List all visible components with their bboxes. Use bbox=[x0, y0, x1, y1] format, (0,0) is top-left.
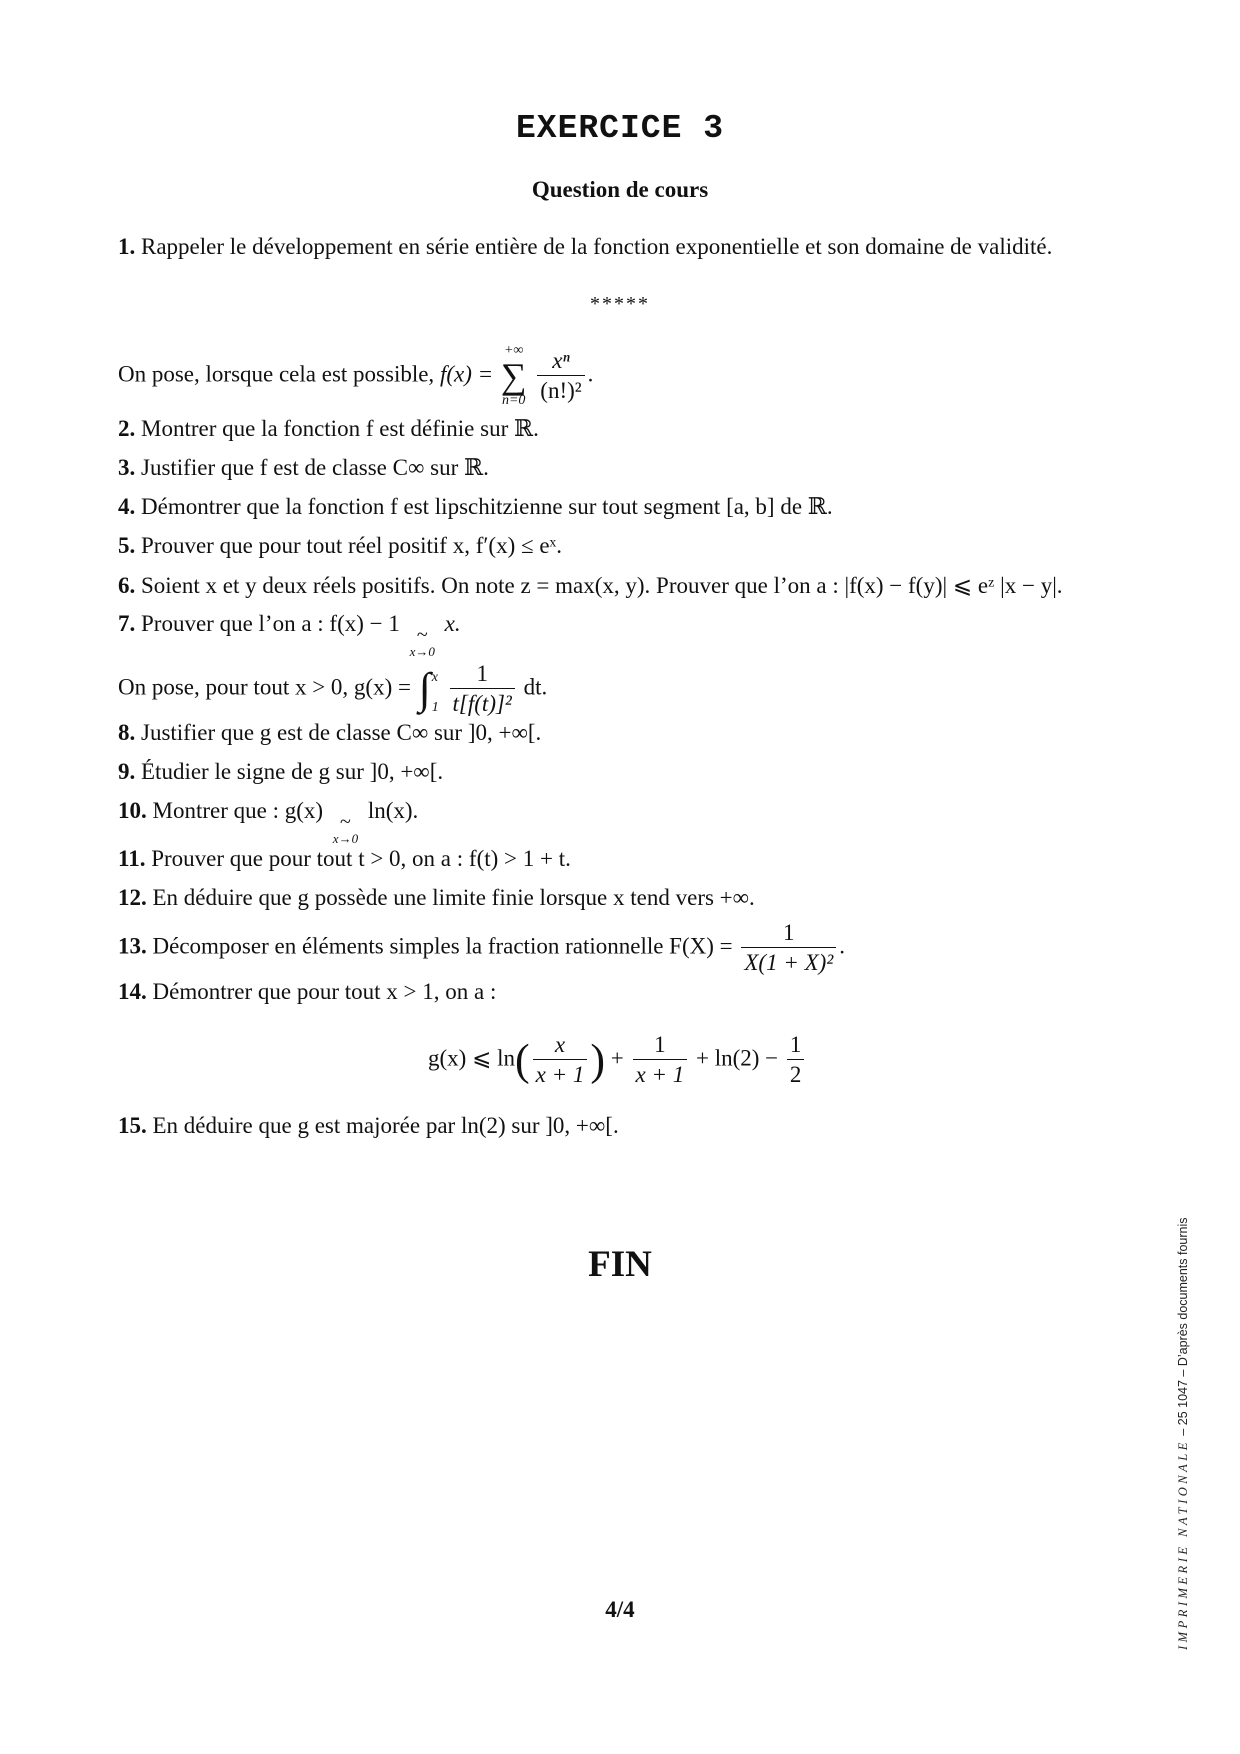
section-subtitle: Question de cours bbox=[531, 177, 709, 202]
question-number: 1. bbox=[118, 234, 136, 259]
question-8 bbox=[118, 718, 541, 748]
definition-text: On pose, pour tout x > 0, g(x) = bbox=[118, 674, 411, 700]
question-number: 7. bbox=[118, 611, 136, 636]
question-text: Justifier que f est de classe C∞ sur ℝ. bbox=[141, 455, 489, 480]
right-paren: ) bbox=[590, 1035, 606, 1085]
series-term-fraction bbox=[537, 348, 584, 405]
fraction-1-over-x-plus-1 bbox=[633, 1032, 688, 1089]
plus-sign: + bbox=[610, 1045, 624, 1071]
question-number: 13. bbox=[118, 933, 147, 959]
fraction-denominator: (n!)² bbox=[537, 375, 584, 404]
integrand-fraction bbox=[450, 661, 515, 718]
question-text: Démontrer que la fonction f est lipschitzienne sur tout segment [a, b] de ℝ. bbox=[141, 494, 833, 519]
question-text: Rappeler le développement en série entière de la fonction exponentielle et son domaine de validité. bbox=[141, 234, 1053, 259]
fraction-numerator: 1 bbox=[783, 920, 795, 945]
question-text: Prouver que pour tout réel positif x, f′(x) ≤ eˣ. bbox=[141, 533, 562, 558]
question-13 bbox=[118, 920, 845, 977]
printer-name: IMPRIMERIE NATIONALE bbox=[1176, 1439, 1190, 1650]
integral-symbol: ∫ bbox=[418, 664, 431, 714]
left-paren: ( bbox=[514, 1035, 530, 1085]
question-number: 10. bbox=[118, 798, 147, 823]
fraction-numerator: x bbox=[554, 1032, 566, 1057]
question-text: Prouver que pour tout t > 0, on a : f(t) > 1 + t. bbox=[151, 846, 571, 871]
fraction-numerator: 1 bbox=[654, 1032, 666, 1057]
exercise-title: EXERCICE 3 bbox=[515, 110, 725, 147]
page-number: 4/4 bbox=[605, 1597, 635, 1622]
sum-upper-bound: +∞ bbox=[503, 343, 524, 358]
fraction-denominator: x + 1 bbox=[533, 1059, 588, 1088]
limit-subscript: x→0 bbox=[332, 831, 359, 846]
definition-text: On pose, lorsque cela est possible, bbox=[118, 361, 435, 387]
question-12 bbox=[118, 883, 755, 913]
question-1 bbox=[118, 232, 1052, 262]
question-9 bbox=[118, 757, 443, 787]
question-number: 15. bbox=[118, 1113, 147, 1138]
question-number: 3. bbox=[118, 455, 136, 480]
printer-imprint bbox=[1176, 1160, 1196, 1650]
equivalence-operator bbox=[410, 625, 435, 658]
question-text: En déduire que g est majorée par ln(2) sur ]0, +∞[. bbox=[152, 1113, 619, 1138]
f-lhs: f(x) = bbox=[439, 361, 494, 387]
question-number: 11. bbox=[118, 846, 146, 871]
question-6 bbox=[118, 571, 1063, 601]
question-text: Prouver que l’on a : f(x) − 1 bbox=[141, 611, 400, 636]
inequality-display bbox=[428, 1032, 807, 1089]
question-2 bbox=[118, 414, 539, 444]
question-11 bbox=[118, 844, 571, 874]
rational-fraction bbox=[741, 920, 836, 977]
fraction-one-half bbox=[787, 1032, 805, 1089]
fraction-denominator: 2 bbox=[787, 1059, 805, 1088]
fraction-numerator: 1 bbox=[476, 661, 488, 686]
fraction-denominator: t[f(t)]² bbox=[450, 688, 515, 717]
question-text: En déduire que g possède une limite finie lorsque x tend vers +∞. bbox=[152, 885, 755, 910]
sum-operator bbox=[501, 344, 527, 408]
question-number: 12. bbox=[118, 885, 147, 910]
separator-stars: ***** bbox=[590, 293, 650, 315]
question-5 bbox=[118, 531, 562, 561]
question-7 bbox=[118, 609, 461, 658]
definition-f bbox=[118, 344, 593, 408]
end-marker: FIN bbox=[588, 1244, 652, 1285]
sum-lower-bound: n=0 bbox=[501, 393, 526, 408]
question-number: 6. bbox=[118, 573, 136, 598]
tilde-symbol: ~ bbox=[340, 811, 351, 833]
question-15 bbox=[118, 1111, 619, 1141]
question-text: Soient x et y deux réels positifs. On note z = max(x, y). Prouver que l’on a : |f(x) − f(y)| ⩽ eᶻ |x − y|. bbox=[141, 573, 1063, 598]
question-number: 9. bbox=[118, 759, 136, 784]
differential: dt. bbox=[523, 674, 548, 700]
question-4 bbox=[118, 492, 833, 522]
inequality-lhs: g(x) ⩽ ln bbox=[428, 1045, 515, 1071]
question-10 bbox=[118, 796, 418, 845]
question-text: Décomposer en éléments simples la fraction rationnelle F(X) = bbox=[152, 933, 733, 959]
question-text: Montrer que : g(x) bbox=[152, 798, 324, 823]
question-number: 2. bbox=[118, 416, 136, 441]
tilde-symbol: ~ bbox=[416, 624, 428, 646]
question-text-end: ln(x). bbox=[367, 798, 419, 823]
question-number: 8. bbox=[118, 720, 136, 745]
document-reference: – 25 1047 – D’après documents fournis bbox=[1176, 1217, 1190, 1436]
period: . bbox=[839, 933, 845, 959]
equivalence-operator bbox=[333, 812, 358, 845]
question-text: Justifier que g est de classe C∞ sur ]0, +∞[. bbox=[141, 720, 542, 745]
inequality-middle: + ln(2) − bbox=[696, 1045, 779, 1071]
integral-lower-bound: 1 bbox=[431, 700, 439, 716]
definition-g bbox=[118, 661, 547, 718]
question-number: 4. bbox=[118, 494, 136, 519]
question-14 bbox=[118, 977, 496, 1007]
question-number: 14. bbox=[118, 979, 147, 1004]
question-text-end: x. bbox=[444, 611, 461, 636]
integral-operator bbox=[419, 663, 439, 715]
period: . bbox=[587, 361, 594, 387]
fraction-numerator: xⁿ bbox=[552, 347, 570, 373]
sigma-symbol: ∑ bbox=[500, 356, 527, 396]
question-text: Étudier le signe de g sur ]0, +∞[. bbox=[141, 759, 444, 784]
question-text: Montrer que la fonction f est définie sur ℝ. bbox=[141, 416, 539, 441]
question-text: Démontrer que pour tout x > 1, on a : bbox=[152, 979, 497, 1004]
fraction-denominator: x + 1 bbox=[633, 1059, 688, 1088]
question-3 bbox=[118, 453, 489, 483]
fraction-denominator: X(1 + X)² bbox=[741, 947, 836, 976]
limit-subscript: x→0 bbox=[409, 644, 435, 659]
question-number: 5. bbox=[118, 533, 136, 558]
integral-upper-bound: x bbox=[431, 670, 439, 686]
fraction-x-over-x-plus-1 bbox=[533, 1032, 588, 1089]
fraction-numerator: 1 bbox=[789, 1032, 802, 1057]
